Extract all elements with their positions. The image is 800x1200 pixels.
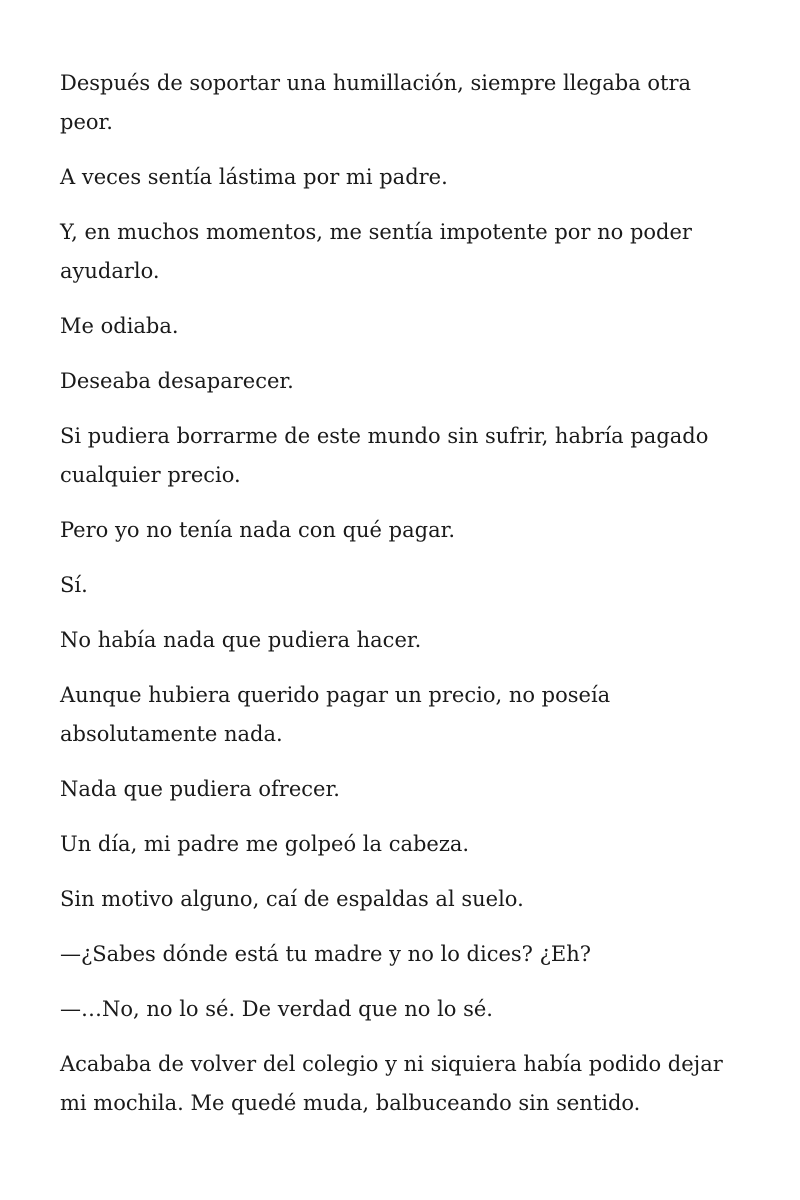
page-text [60, 64, 750, 1139]
paragraph: Sin motivo alguno, caí de espaldas al suelo. [60, 887, 524, 911]
paragraph: Y, en muchos momentos, me sentía impotente por no poder ayudarlo. [60, 220, 692, 283]
paragraph: Acababa de volver del colegio y ni siquiera había podido dejar mi mochila. Me quedé muda, balbuceando sin sentido. [60, 1052, 723, 1115]
paragraph: Después de soportar una humillación, siempre llegaba otra peor. [60, 71, 692, 134]
dialogue-line: —¿Sabes dónde está tu madre y no lo dices? ¿Eh? [60, 942, 591, 966]
paragraph: Deseaba desaparecer. [60, 369, 294, 393]
paragraph: Un día, mi padre me golpeó la cabeza. [60, 832, 470, 856]
paragraph: Si pudiera borrarme de este mundo sin sufrir, habría pagado cualquier precio. [60, 424, 709, 487]
paragraph: A veces sentía lástima por mi padre. [60, 165, 448, 189]
paragraph: Nada que pudiera ofrecer. [60, 777, 340, 801]
dialogue-line: —…No, no lo sé. De verdad que no lo sé. [60, 997, 493, 1021]
paragraph: Aunque hubiera querido pagar un precio, no poseía absolutamente nada. [60, 683, 611, 746]
paragraph: Me odiaba. [60, 314, 179, 338]
paragraph: Sí. [60, 573, 88, 597]
paragraph: Pero yo no tenía nada con qué pagar. [60, 518, 455, 542]
paragraph: No había nada que pudiera hacer. [60, 628, 422, 652]
